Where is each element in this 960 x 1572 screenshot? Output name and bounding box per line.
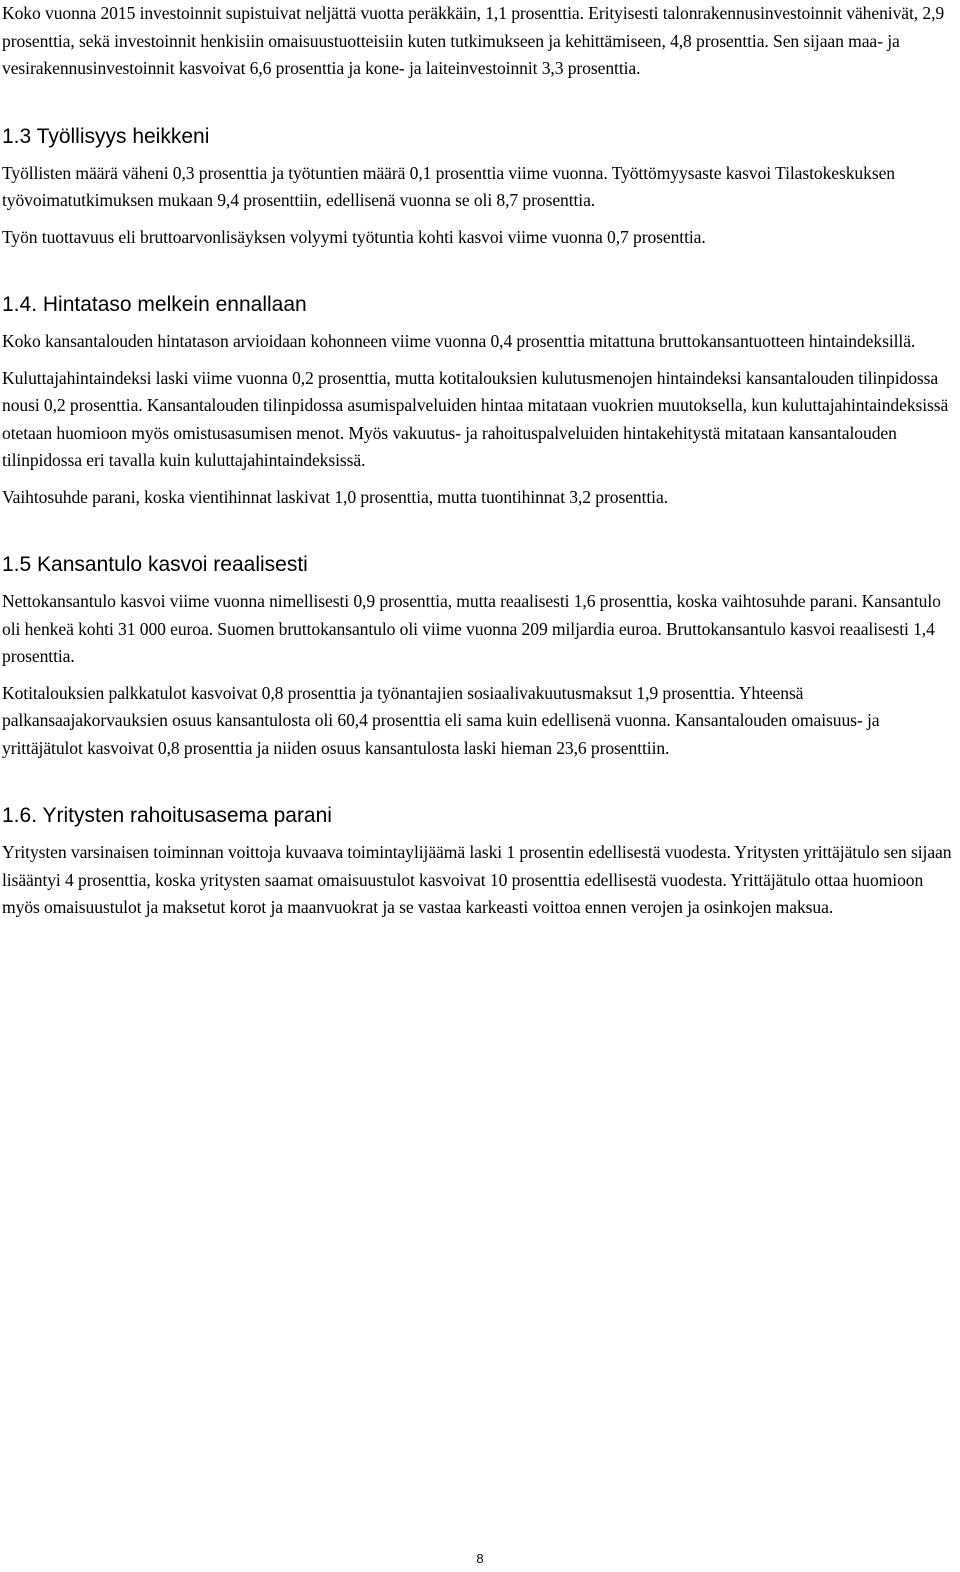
productivity-paragraph: Työn tuottavuus eli bruttoarvonlisäyksen volyymi työtuntia kohti kasvoi viime vuonna 0,7 prosenttia. bbox=[2, 226, 706, 247]
section-heading-1-6: 1.6. Yritysten rahoitusasema parani bbox=[2, 804, 332, 827]
employment-paragraph: Työllisten määrä väheni 0,3 prosenttia ja työtuntien määrä 0,1 prosenttia viime vuonna. Työttömyysaste kasvoi Tilastokeskuksen työvoimatutkimuksen mukaan 9,4 prosenttiin, edellisenä vuonna se oli 8,7 prosenttia. bbox=[2, 162, 895, 210]
national-income-paragraph: Nettokansantulo kasvoi viime vuonna nimellisesti 0,9 prosenttia, mutta reaalisesti 1,6 prosenttia, koska vaihtosuhde parani. Kansantulo oli henkeä kohti 31 000 euroa. Suomen bruttokansantulo oli viime vuonna 209 miljardia euroa. Bruttokansantulo kasvoi reaalisesti 1,4 prosenttia. bbox=[2, 591, 941, 666]
page-number: 8 bbox=[476, 1551, 484, 1566]
wages-paragraph: Kotitalouksien palkkatulot kasvoivat 0,8 prosenttia ja työnantajien sosiaalivakuutusmaksut 1,9 prosenttia. Yhteensä palkansaajakorvauksien osuus kansantulosta oli 60,4 prosenttia eli sama kuin edellisenä vuonna. Kansantalouden omaisuus- ja yrittäjätulot kasvoivat 0,8 prosenttia ja niiden osuus kansantulosta laski hieman 23,6 prosenttiin. bbox=[2, 682, 880, 758]
business-finance-paragraph: Yritysten varsinaisen toiminnan voittoja kuvaava toimintaylijäämä laski 1 prosentin edellisestä vuodesta. Yritysten yrittäjätulo sen sijaan lisääntyi 4 prosenttia, koska yritysten saamat omaisuustulot kasvoivat 10 prosenttia edellisestä vuodesta. Yrittäjätulo ottaa huomioon myös omaisuustulot ja maksetut korot ja maanvuokrat ja se vastaa karkeasti voittoa ennen verojen ja osinkojen maksua. bbox=[2, 842, 952, 917]
section-heading-1-4: 1.4. Hintataso melkein ennallaan bbox=[2, 293, 307, 316]
section-heading-1-5: 1.5 Kansantulo kasvoi reaalisesti bbox=[2, 553, 308, 576]
document-page bbox=[2, 0, 958, 931]
intro-paragraph: Koko vuonna 2015 investoinnit supistuivat neljättä vuotta peräkkäin, 1,1 prosenttia. Erityisesti talonrakennusinvestoinnit vähenivät, 2,9 prosenttia, sekä investoinnit henkisiin omaisuustuotteisiin kuten tutkimukseen ja kehittämiseen, 4,8 prosenttia. Sen sijaan maa- ja vesirakennusinvestoinnit kasvoivat 6,6 prosenttia ja kone- ja laiteinvestoinnit 3,3 prosenttia. bbox=[2, 3, 945, 78]
price-level-paragraph: Koko kansantalouden hintatason arvioidaan kohonneen viime vuonna 0,4 prosenttia mitattuna bruttokansantuotteen hintaindeksillä. bbox=[2, 331, 916, 351]
consumer-price-paragraph: Kuluttajahintaindeksi laski viime vuonna 0,2 prosenttia, mutta kotitalouksien kulutusmenojen hintaindeksi kansantalouden tilinpidossa nousi 0,2 prosenttia. Kansantalouden tilinpidossa asumispalveluiden hintaa mitataan vuokrien muutoksella, kun kuluttajahintaindeksissä otetaan huomioon myös omistusasumisen menot. Myös vakuutus- ja rahoituspalveluiden hintakehitystä mitataan kansantalouden tilinpidossa eri tavalla kuin kuluttajahintaindeksissä. bbox=[2, 367, 949, 470]
section-heading-1-3: 1.3 Työllisyys heikkeni bbox=[2, 124, 210, 148]
terms-of-trade-paragraph: Vaihtosuhde parani, koska vientihinnat laskivat 1,0 prosenttia, mutta tuontihinnat 3,2 prosenttia. bbox=[2, 486, 668, 507]
